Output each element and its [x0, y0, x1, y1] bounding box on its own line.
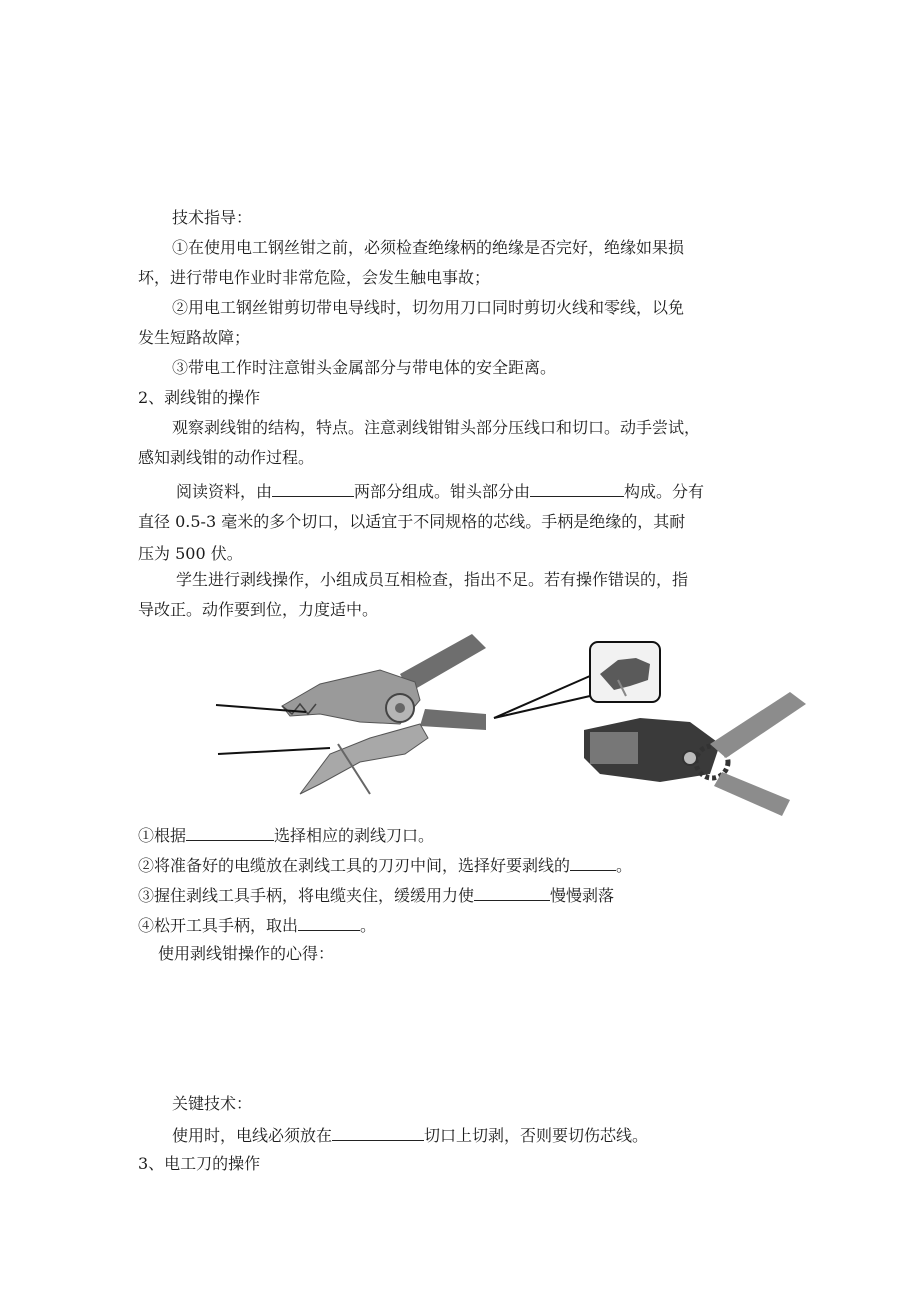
step-2-text-a: ②将准备好的电缆放在剥线工具的刀刃中间，选择好要剥线的	[138, 856, 571, 875]
step-3-text-b: 慢慢剥落	[550, 886, 615, 905]
step-1-text-b: 选择相应的剥线刀口。	[274, 826, 435, 845]
step-3-text-a: ③握住剥线工具手柄，将电缆夹住，缓缓用力使	[138, 886, 475, 905]
blank-step-3[interactable]	[474, 884, 550, 901]
pliers-figure	[210, 634, 490, 824]
key-tech-text	[172, 1124, 648, 1146]
read-line-c: 压为 500 伏。	[138, 544, 243, 563]
reflection-heading: 使用剥线钳操作的心得：	[158, 944, 335, 963]
practice-line-b: 导改正。动作要到位，力度适中。	[138, 600, 379, 619]
read-text-3: 构成。分有	[624, 482, 705, 501]
step-1	[138, 824, 434, 846]
pliers-lower-handle	[420, 709, 486, 730]
blank-step-4[interactable]	[298, 914, 360, 931]
tech-guide-item-1a: ①在使用电工钢丝钳之前，必须检查绝缘柄的绝缘是否完好，绝缘如果损	[172, 238, 685, 257]
pointer-line-lower	[218, 748, 330, 754]
read-line-b: 直径 0.5-3 毫米的多个切口，以适宜于不同规格的芯线。手柄是绝缘的，其耐	[138, 512, 686, 531]
tech-guide-item-3: ③带电工作时注意钳头金属部分与带电体的安全距离。	[172, 358, 557, 377]
key-tech-text-b: 切口上切剥，否则要切伤芯线。	[424, 1126, 649, 1145]
read-text-2: 两部分组成。钳头部分由	[354, 482, 531, 501]
stripper-upper-handle	[710, 692, 806, 758]
key-tech-heading: 关键技术：	[172, 1094, 253, 1113]
observe-line-b: 感知剥线钳的动作过程。	[138, 448, 315, 467]
step-4-text-b: 。	[360, 916, 377, 935]
blank-step-2[interactable]	[570, 854, 616, 871]
practice-line-a: 学生进行剥线操作，小组成员互相检查，指出不足。若有操作错误的，指	[176, 570, 689, 589]
step-1-text-a: ①根据	[138, 826, 187, 845]
blank-parts[interactable]	[272, 480, 354, 497]
blank-step-1[interactable]	[186, 824, 274, 841]
section-2-title: 2、剥线钳的操作	[138, 388, 261, 407]
step-4	[138, 914, 376, 936]
tech-guide-heading: 技术指导：	[172, 208, 253, 227]
blank-key-tech[interactable]	[332, 1124, 424, 1141]
step-3	[138, 884, 614, 906]
wire-stripper-figure	[490, 634, 808, 818]
tech-guide-item-2b: 发生短路故障；	[138, 328, 251, 347]
stripper-lower-handle	[714, 772, 790, 816]
read-text-1: 阅读资料，由	[176, 482, 273, 501]
step-4-text-a: ④松开工具手柄，取出	[138, 916, 299, 935]
read-line-a	[176, 480, 704, 502]
tech-guide-item-1b: 坏，进行带电作业时非常危险，会发生触电事故；	[138, 268, 491, 287]
tech-guide-item-2a: ②用电工钢丝钳剪切带电导线时，切勿用刀口同时剪切火线和零线，以免	[172, 298, 685, 317]
key-tech-text-a: 使用时，电线必须放在	[172, 1126, 333, 1145]
callout-line-top	[494, 676, 590, 718]
step-2-text-b: 。	[616, 856, 633, 875]
step-2	[138, 854, 632, 876]
callout-line-bottom	[494, 696, 590, 718]
observe-line-a: 观察剥线钳的结构，特点。注意剥线钳钳头部分压线口和切口。动手尝试，	[172, 418, 701, 437]
stripper-pivot	[683, 751, 697, 765]
section-3-title: 3、电工刀的操作	[138, 1154, 261, 1173]
blank-head[interactable]	[530, 480, 624, 497]
